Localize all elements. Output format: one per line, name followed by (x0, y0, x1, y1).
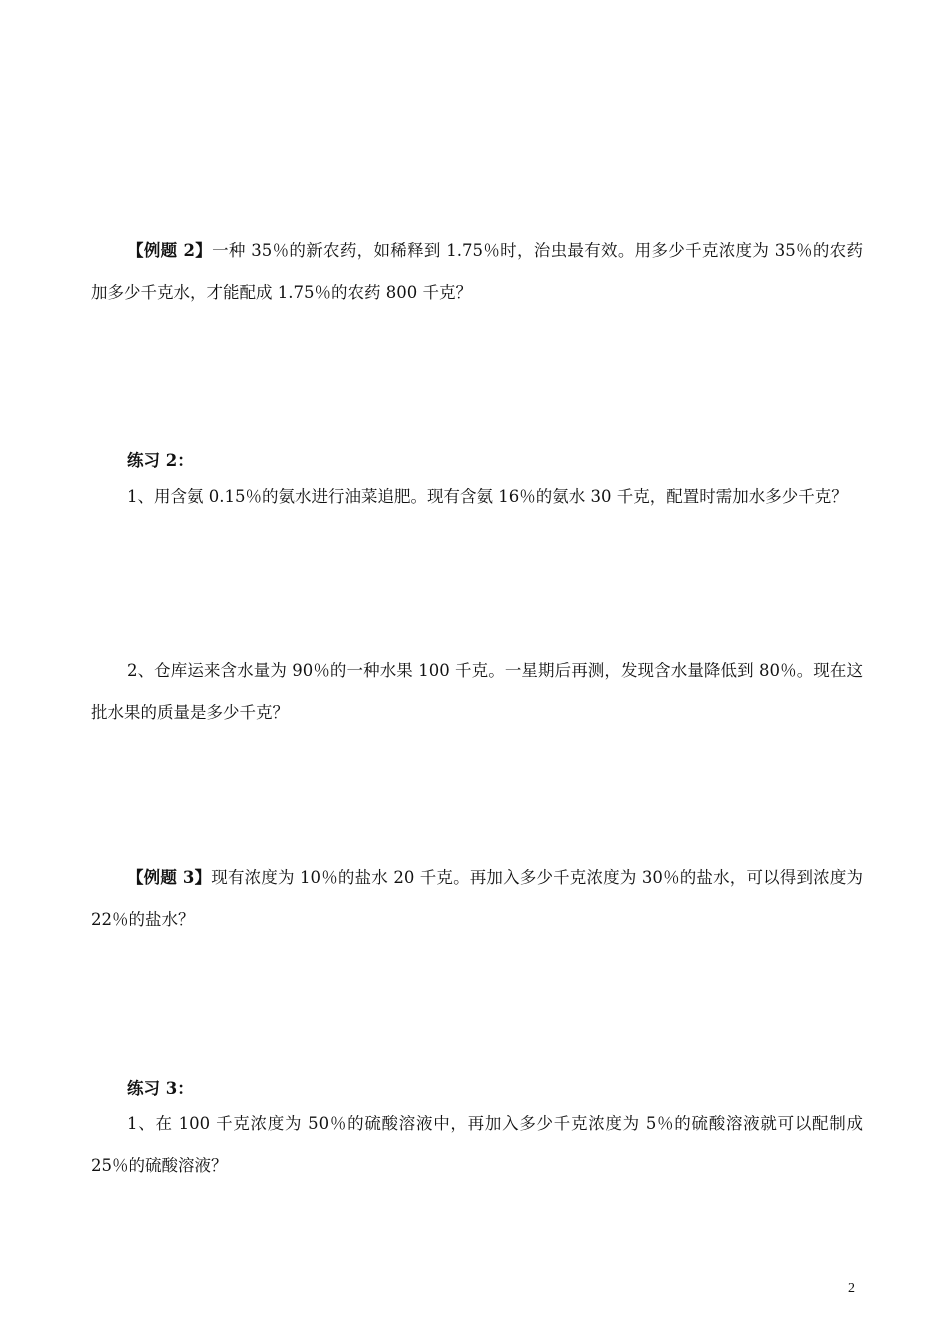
example-3-problem (91, 857, 863, 941)
page-number: 2 (848, 1281, 855, 1296)
exercise-2-heading: 练习 2： (127, 451, 194, 470)
example-3-text: 现有浓度为 10％的盐水 20 千克。再加入多少千克浓度为 30％的盐水，可以得到浓度为 22％的盐水？ (91, 868, 863, 929)
exercise-2-question-1: 1、用含氨 0.15％的氨水进行油菜追肥。现有含氨 16％的氨水 30 千克，配置时需加水多少千克？ (127, 487, 848, 506)
exercise-3-question-1: 1、在 100 千克浓度为 50％的硫酸溶液中，再加入多少千克浓度为 5％的硫酸溶液就可以配制成 25％的硫酸溶液？ (91, 1114, 863, 1175)
example-3-label: 【例题 3】 (127, 868, 212, 887)
example-2-label: 【例题 2】 (127, 241, 213, 260)
example-2-problem (91, 230, 863, 314)
exercise-2-question-2: 2、仓库运来含水量为 90％的一种水果 100 千克。一星期后再测，发现含水量降低到 80％。现在这批水果的质量是多少千克？ (91, 661, 863, 722)
exercise-3-heading: 练习 3： (127, 1079, 194, 1098)
example-2-text: 一种 35％的新农药，如稀释到 1.75％时，治虫最有效。用多少千克浓度为 35％的农药加多少千克水，才能配成 1.75％的农药 800 千克？ (91, 241, 863, 302)
